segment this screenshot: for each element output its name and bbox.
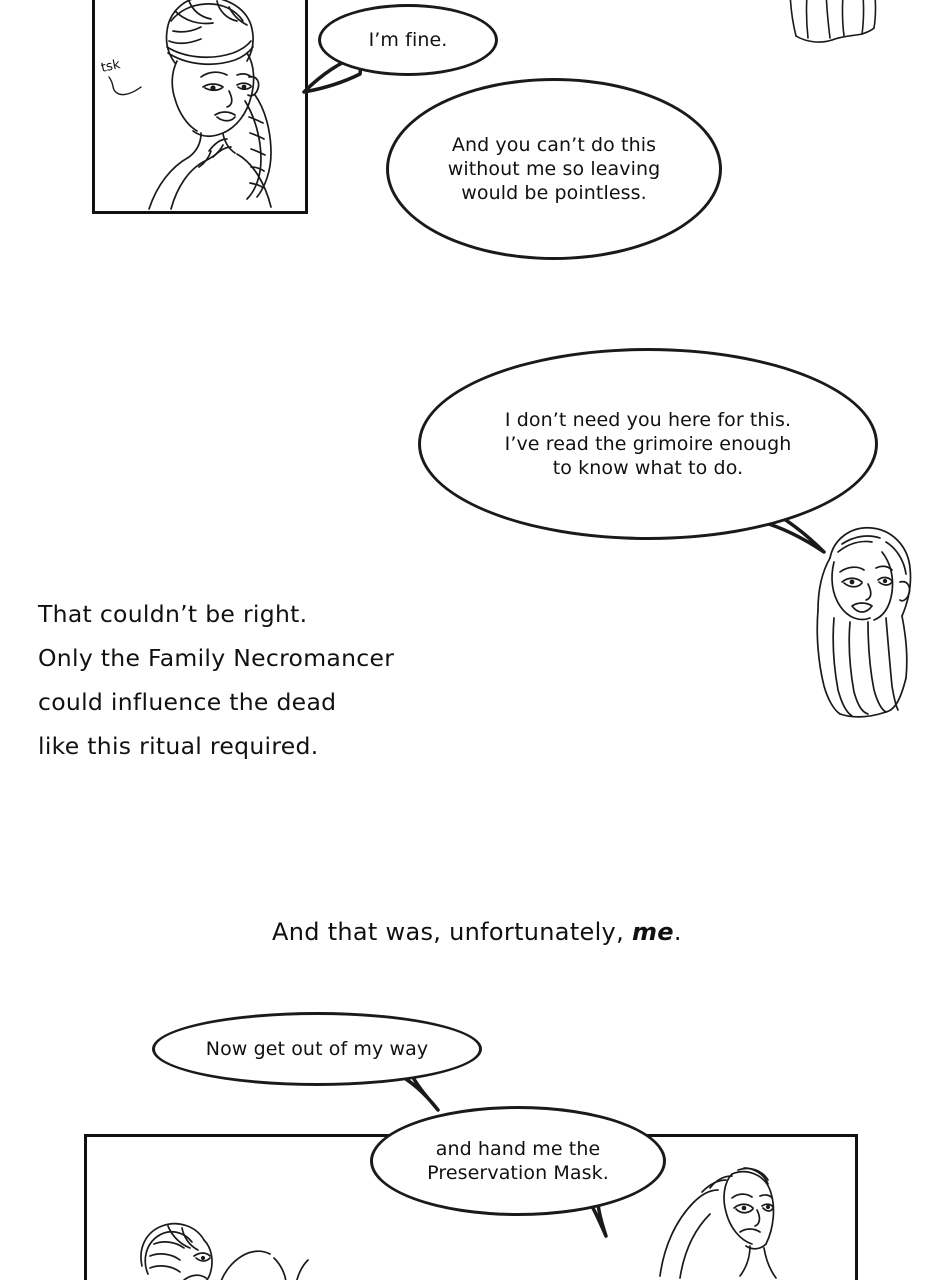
- narration-center-prefix: And that was, unfortunately,: [272, 918, 632, 946]
- bubble-im-fine-text: I’m fine.: [368, 28, 448, 51]
- bubble-preservation-mask-text: and hand me the Preservation Mask.: [427, 1137, 609, 1184]
- narration-line-4: like this ritual required.: [38, 732, 319, 760]
- narration-center-suffix: .: [673, 918, 682, 946]
- narration-line-1: That couldn’t be right.: [38, 600, 308, 628]
- character-bottom-left-figure: [124, 1214, 324, 1280]
- character-bottom-right-figure: [654, 1146, 794, 1280]
- bubble-preservation-mask: [370, 1106, 666, 1216]
- bubble-get-out-of-my-way-text: Now get out of my way: [205, 1037, 429, 1060]
- narration-line-2: Only the Family Necromancer: [38, 644, 395, 672]
- narration-line-3: could influence the dead: [38, 688, 337, 716]
- bubble-dont-need-you-text: I don’t need you here for this. I’ve read the grimoire enough to know what to do.: [504, 408, 792, 480]
- sfx-tsk-squiggle: [107, 73, 147, 99]
- panel-top-left: [92, 0, 308, 214]
- character-braided-girl: [105, 0, 305, 211]
- narration-center-line: [272, 918, 682, 946]
- bubble-get-out-of-my-way: [152, 1012, 482, 1086]
- bubble-without-me: [386, 78, 722, 260]
- bubble-dont-need-you: [418, 348, 878, 540]
- narration-center-emphasis: me: [631, 918, 674, 946]
- sfx-tsk-label: tsk: [99, 57, 122, 76]
- panel-top-right-partial: [786, 0, 896, 48]
- bubble-without-me-text: And you can’t do this without me so leaving would be pointless.: [447, 133, 661, 205]
- narration-block: [38, 600, 478, 776]
- bubble-im-fine: [318, 4, 498, 76]
